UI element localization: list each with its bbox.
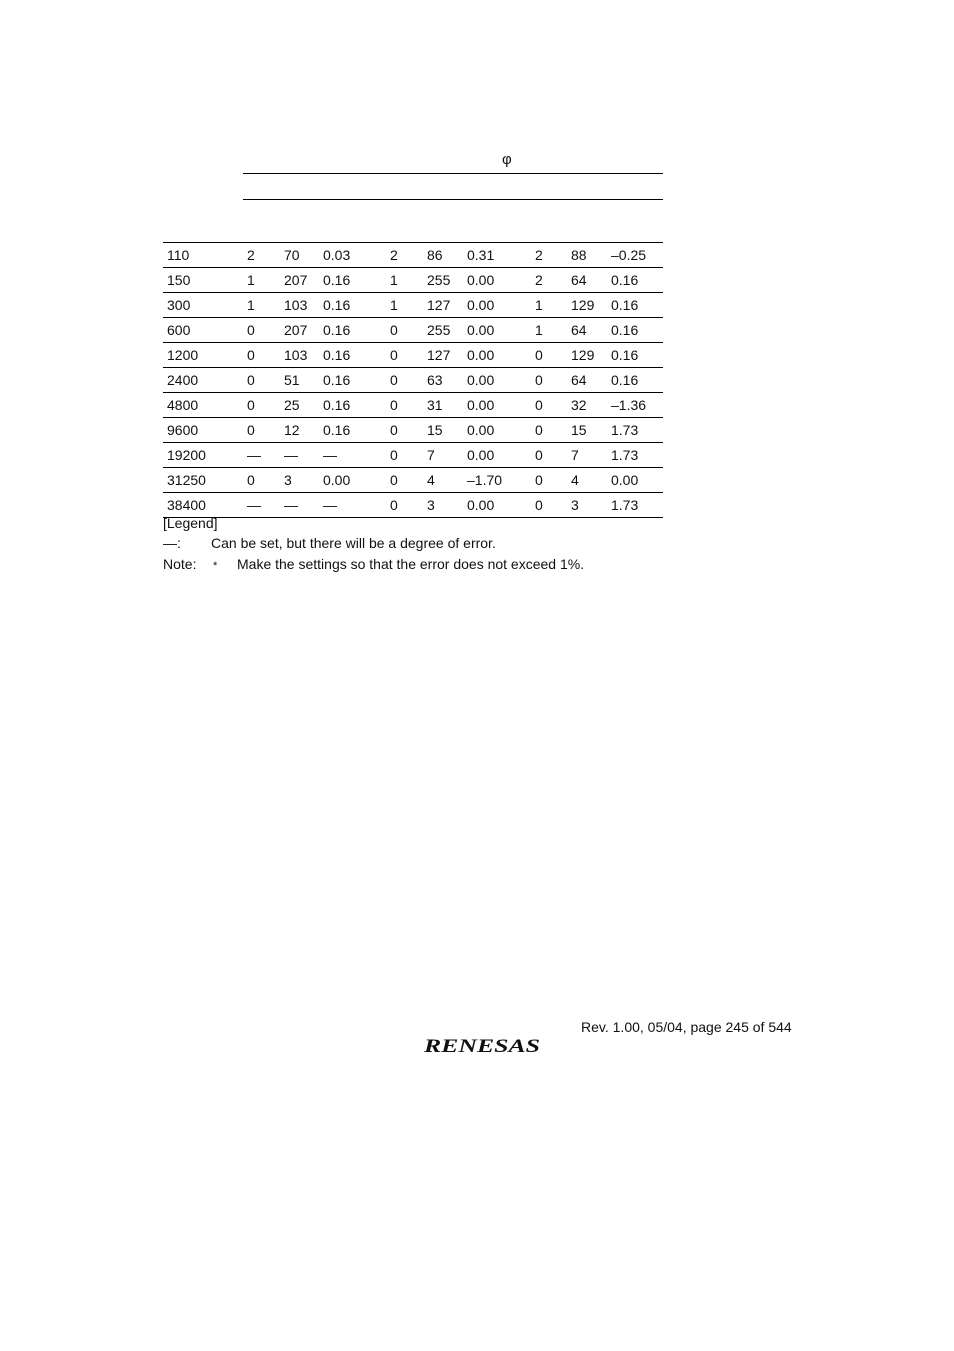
table-cell: –1.70 (463, 468, 531, 493)
bit-rate-cell: 150 (163, 268, 243, 293)
table-cell: 7 (567, 443, 607, 468)
table-cell: 0.00 (463, 318, 531, 343)
table-row (163, 493, 663, 518)
table-row (163, 243, 663, 268)
renesas-logo (423, 1034, 541, 1056)
table-cell: 0.00 (463, 368, 531, 393)
bit-rate-cell: 110 (163, 243, 243, 268)
table-cell: 0.16 (319, 393, 386, 418)
table-cell: 0.00 (463, 293, 531, 318)
table-cell: 0 (531, 443, 567, 468)
table-cell: 0.16 (607, 318, 663, 343)
table-cell: 0 (531, 418, 567, 443)
table-cell: 0.16 (319, 418, 386, 443)
note (163, 556, 584, 574)
table-row (163, 443, 663, 468)
legend-title: [Legend] (163, 515, 218, 531)
table-cell: 0.16 (607, 293, 663, 318)
table-cell: 0 (243, 393, 280, 418)
bit-rate-cell: 19200 (163, 443, 243, 468)
table-cell: 129 (567, 343, 607, 368)
table-cell: 15 (423, 418, 463, 443)
table-cell: — (319, 493, 386, 518)
table-cell: 12 (280, 418, 319, 443)
note-label: Note: (163, 556, 197, 572)
table-cell: 127 (423, 293, 463, 318)
table-cell: 0.00 (463, 343, 531, 368)
bit-rate-cell: 2400 (163, 368, 243, 393)
table-cell: 0.16 (319, 343, 386, 368)
table-cell: 64 (567, 318, 607, 343)
table-cell: — (243, 443, 280, 468)
legend-description: Can be set, but there will be a degree of error. (211, 535, 496, 551)
table-body (163, 243, 663, 518)
table-cell: 70 (280, 243, 319, 268)
table-cell: 2 (243, 243, 280, 268)
table-cell: 1 (531, 318, 567, 343)
table-row (163, 268, 663, 293)
note-text: Make the settings so that the error does not exceed 1%. (237, 556, 585, 572)
table-cell: 0 (386, 343, 423, 368)
bit-rate-cell: 1200 (163, 343, 243, 368)
table-cell: 0.16 (607, 343, 663, 368)
table-cell: 0.00 (319, 468, 386, 493)
table-row (163, 368, 663, 393)
table-cell: 0.31 (463, 243, 531, 268)
table-cell: 0 (531, 393, 567, 418)
table-cell: –1.36 (607, 393, 663, 418)
table-row (163, 418, 663, 443)
table-cell: 25 (280, 393, 319, 418)
table-cell: 0.16 (319, 293, 386, 318)
table-cell: 207 (280, 318, 319, 343)
table-cell: 86 (423, 243, 463, 268)
table-cell: 127 (423, 343, 463, 368)
table-cell: 0 (386, 318, 423, 343)
table-cell: 4 (423, 468, 463, 493)
logo-text: RENESAS (423, 1036, 540, 1056)
table-cell: 3 (280, 468, 319, 493)
table-row (163, 293, 663, 318)
table-cell: 0.03 (319, 243, 386, 268)
table-cell: 7 (423, 443, 463, 468)
bit-rate-cell: 31250 (163, 468, 243, 493)
table-cell: 0 (243, 368, 280, 393)
table-cell: 0 (386, 493, 423, 518)
table-cell: 0 (386, 443, 423, 468)
table-cell: 0.16 (607, 268, 663, 293)
table-cell: 0 (243, 343, 280, 368)
table-cell: 0 (386, 468, 423, 493)
legend-symbol: —: (163, 535, 181, 551)
table-cell: 64 (567, 368, 607, 393)
table-cell: — (280, 493, 319, 518)
bit-rate-cell: 600 (163, 318, 243, 343)
table-cell: 3 (567, 493, 607, 518)
table-cell: 1 (243, 268, 280, 293)
table-cell: 4 (567, 468, 607, 493)
table-cell: 0.00 (463, 418, 531, 443)
table-cell: 255 (423, 268, 463, 293)
table-cell: 0 (531, 343, 567, 368)
bit-rate-cell: 300 (163, 293, 243, 318)
table-cell: 0 (243, 468, 280, 493)
bit-rate-cell: 4800 (163, 393, 243, 418)
table-cell: 255 (423, 318, 463, 343)
bit-rate-table (163, 243, 663, 518)
table-cell: 0.00 (463, 443, 531, 468)
table-cell: 0 (386, 418, 423, 443)
table-cell: 2 (531, 268, 567, 293)
header-rule-sub (243, 199, 663, 200)
table-cell: 0.00 (607, 468, 663, 493)
table-cell: 0.16 (607, 368, 663, 393)
table-cell: 1.73 (607, 418, 663, 443)
table-cell: 2 (386, 243, 423, 268)
table-cell: 0.16 (319, 368, 386, 393)
table-cell: 2 (531, 243, 567, 268)
table-cell: 0 (531, 468, 567, 493)
table-cell: 1.73 (607, 493, 663, 518)
table-cell: 103 (280, 293, 319, 318)
header-rule-top (243, 173, 663, 174)
table-cell: 51 (280, 368, 319, 393)
table-cell: — (319, 443, 386, 468)
table-cell: 103 (280, 343, 319, 368)
table-cell: –0.25 (607, 243, 663, 268)
table-cell: 88 (567, 243, 607, 268)
table-row (163, 468, 663, 493)
table-cell: 0.16 (319, 268, 386, 293)
table-cell: 0.00 (463, 493, 531, 518)
table-cell: 0 (386, 368, 423, 393)
table-cell: 129 (567, 293, 607, 318)
bit-rate-cell: 9600 (163, 418, 243, 443)
table-row (163, 318, 663, 343)
bit-rate-cell: 38400 (163, 493, 243, 518)
table-row (163, 393, 663, 418)
table-cell: 1 (531, 293, 567, 318)
note-asterisk: * (213, 560, 218, 572)
table-cell: 0 (386, 393, 423, 418)
table-row (163, 343, 663, 368)
table-cell: 3 (423, 493, 463, 518)
revision-footer: Rev. 1.00, 05/04, page 245 of 544 (581, 1019, 792, 1035)
table-cell: 0 (531, 493, 567, 518)
table-cell: 32 (567, 393, 607, 418)
table-cell: 15 (567, 418, 607, 443)
table-cell: 1.73 (607, 443, 663, 468)
table-cell: 31 (423, 393, 463, 418)
table-cell: 1 (386, 268, 423, 293)
table-cell: 0 (243, 318, 280, 343)
table-cell: 1 (243, 293, 280, 318)
table-cell: 63 (423, 368, 463, 393)
phi-symbol: φ (502, 151, 512, 168)
table-cell: — (280, 443, 319, 468)
table-cell: 0 (531, 368, 567, 393)
table-cell: 0.00 (463, 268, 531, 293)
table-cell: 0.00 (463, 393, 531, 418)
legend-item (163, 535, 496, 551)
table-cell: 64 (567, 268, 607, 293)
table-cell: 207 (280, 268, 319, 293)
table-cell: 0.16 (319, 318, 386, 343)
table-cell: 1 (386, 293, 423, 318)
table-cell: 0 (243, 418, 280, 443)
table-cell: — (243, 493, 280, 518)
